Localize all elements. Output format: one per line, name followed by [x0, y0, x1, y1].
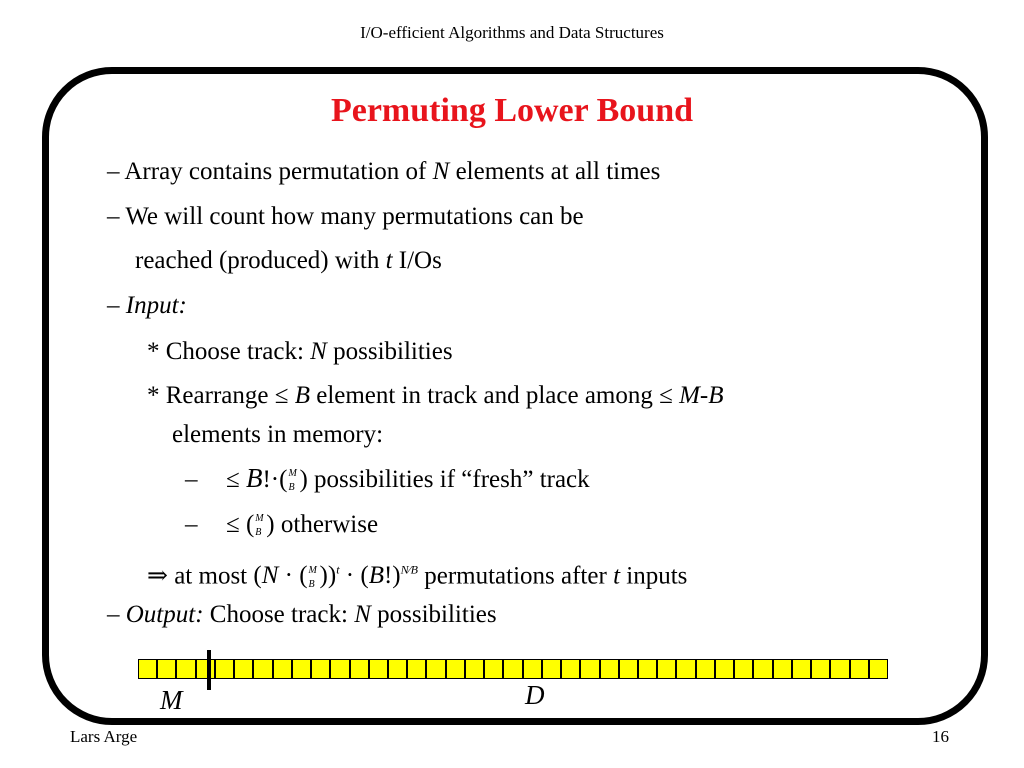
memory-boundary-line [207, 650, 211, 690]
disk-block [811, 659, 830, 679]
disk-block [157, 659, 176, 679]
disk-block [311, 659, 330, 679]
star-marker: * [147, 382, 160, 409]
disk-block [388, 659, 407, 679]
binom-top: M [255, 513, 264, 525]
var-m-b: M-B [679, 382, 724, 409]
disk-block [196, 659, 215, 679]
input-label: Input: [125, 292, 187, 319]
disk-block [407, 659, 426, 679]
disk-block [792, 659, 811, 679]
implies-arrow: ⇒ [147, 562, 168, 590]
formula-total [253, 562, 424, 589]
label-m: M [160, 685, 183, 715]
disk-block [350, 659, 369, 679]
disk-block [600, 659, 619, 679]
disk-block [850, 659, 869, 679]
bullet-text: elements at all times [449, 158, 661, 185]
disk-block [869, 659, 888, 679]
disk-block [176, 659, 195, 679]
var-t: t [385, 247, 393, 274]
output-label: Output: [125, 601, 204, 628]
disk-block [657, 659, 676, 679]
bullet-text: inputs [620, 562, 688, 590]
bullet-dash: – [107, 158, 120, 185]
disk-block [734, 659, 753, 679]
disk-block [330, 659, 349, 679]
close-paren: )) [319, 562, 337, 590]
var-b: B [245, 463, 263, 493]
bullet-text: Rearrange ≤ [165, 382, 295, 409]
label-d: D [525, 680, 545, 710]
disk-block [484, 659, 503, 679]
sub-bullet-1 [147, 337, 453, 367]
le-symbol: ≤ [226, 466, 246, 493]
disk-block [446, 659, 465, 679]
formula-otherwise [226, 511, 281, 538]
bullet-dash: – [185, 511, 198, 538]
bullet-text: possibilities [326, 338, 453, 365]
disk-block [638, 659, 657, 679]
bullet-4 [107, 600, 497, 630]
bullet-text: reached (produced) with [135, 247, 386, 274]
disk-block [715, 659, 734, 679]
bullet-text: element in track and place among ≤ [309, 382, 680, 409]
implication-line [147, 555, 687, 593]
sub-sub-bullet-2 [185, 510, 378, 541]
mult-dot: · ( [339, 562, 369, 590]
var-n: N [432, 158, 450, 185]
sub-sub-bullet-1 [185, 463, 590, 496]
disk-block [369, 659, 388, 679]
var-b: B [368, 562, 384, 590]
disk-block [561, 659, 580, 679]
star-marker: * [147, 338, 160, 365]
var-b: B [294, 382, 310, 409]
binom-m-over-b [308, 563, 320, 593]
disk-block [215, 659, 234, 679]
bullet-dash: – [107, 292, 120, 319]
var-n: N [354, 601, 371, 628]
binom-bottom: B [288, 482, 295, 494]
open-paren: ( [253, 562, 262, 590]
le-symbol: ≤ ( [226, 511, 255, 538]
disk-block [753, 659, 772, 679]
slide-title: Permuting Lower Bound [330, 92, 694, 129]
bullet-1 [107, 157, 660, 187]
bullet-text: Array contains permutation of [124, 158, 433, 185]
disk-block [676, 659, 695, 679]
bullet-text: We will count how many permutations can be [125, 203, 584, 230]
sub-bullet-2 [147, 381, 724, 411]
bullet-text: possibilities [370, 601, 497, 628]
disk-block [696, 659, 715, 679]
disk-block [138, 659, 157, 679]
binom-bottom: B [255, 527, 262, 539]
binom-top: M [308, 564, 317, 576]
binom-bottom: B [308, 578, 315, 590]
disk-block [234, 659, 253, 679]
bullet-text: otherwise [280, 511, 379, 538]
disk-diagram [138, 659, 888, 679]
disk-block [253, 659, 272, 679]
binom-top: M [288, 468, 297, 480]
bullet-3 [107, 291, 187, 321]
bullet-text: Choose track: [203, 601, 355, 628]
sub-bullet-2-cont [172, 420, 383, 450]
disk-block [580, 659, 599, 679]
binom-m-over-b [287, 466, 299, 496]
disk-block [830, 659, 849, 679]
exp-t: t [336, 563, 340, 577]
factorial-dot: !·( [262, 466, 288, 493]
header-title: I/O-efficient Algorithms and Data Structures [360, 23, 664, 42]
disk-block [542, 659, 561, 679]
binom-m-over-b [254, 511, 266, 541]
close-paren: ) [299, 466, 308, 493]
bullet-text: permutations after [424, 562, 614, 590]
footer-author: Lars Arge [70, 727, 138, 746]
exp-n-over-b: N⁄B [400, 563, 418, 577]
disk-block [465, 659, 484, 679]
bullet-text: Choose track: [165, 338, 311, 365]
var-t: t [613, 562, 621, 590]
var-n: N [261, 562, 279, 590]
disk-block [292, 659, 311, 679]
bullet-text: I/Os [392, 247, 442, 274]
footer-page-number: 16 [932, 727, 949, 746]
bullet-dash: – [107, 203, 120, 230]
bullet-2 [107, 202, 584, 232]
bullet-text: elements in memory: [172, 421, 384, 448]
var-n: N [310, 338, 327, 365]
disk-block [619, 659, 638, 679]
bullet-dash: – [107, 601, 120, 628]
close-paren: ) [266, 511, 275, 538]
bullet-text: possibilities if “fresh” track [314, 466, 590, 493]
disk-block [426, 659, 445, 679]
disk-block [523, 659, 542, 679]
formula-fresh [226, 463, 314, 494]
factorial: !) [383, 562, 401, 590]
disk-block [773, 659, 792, 679]
bullet-text: at most [167, 562, 254, 590]
disk-block [503, 659, 522, 679]
bullet-2-cont [135, 246, 442, 276]
disk-block [273, 659, 292, 679]
mult-dot: · ( [278, 562, 308, 590]
bullet-dash: – [185, 466, 198, 493]
